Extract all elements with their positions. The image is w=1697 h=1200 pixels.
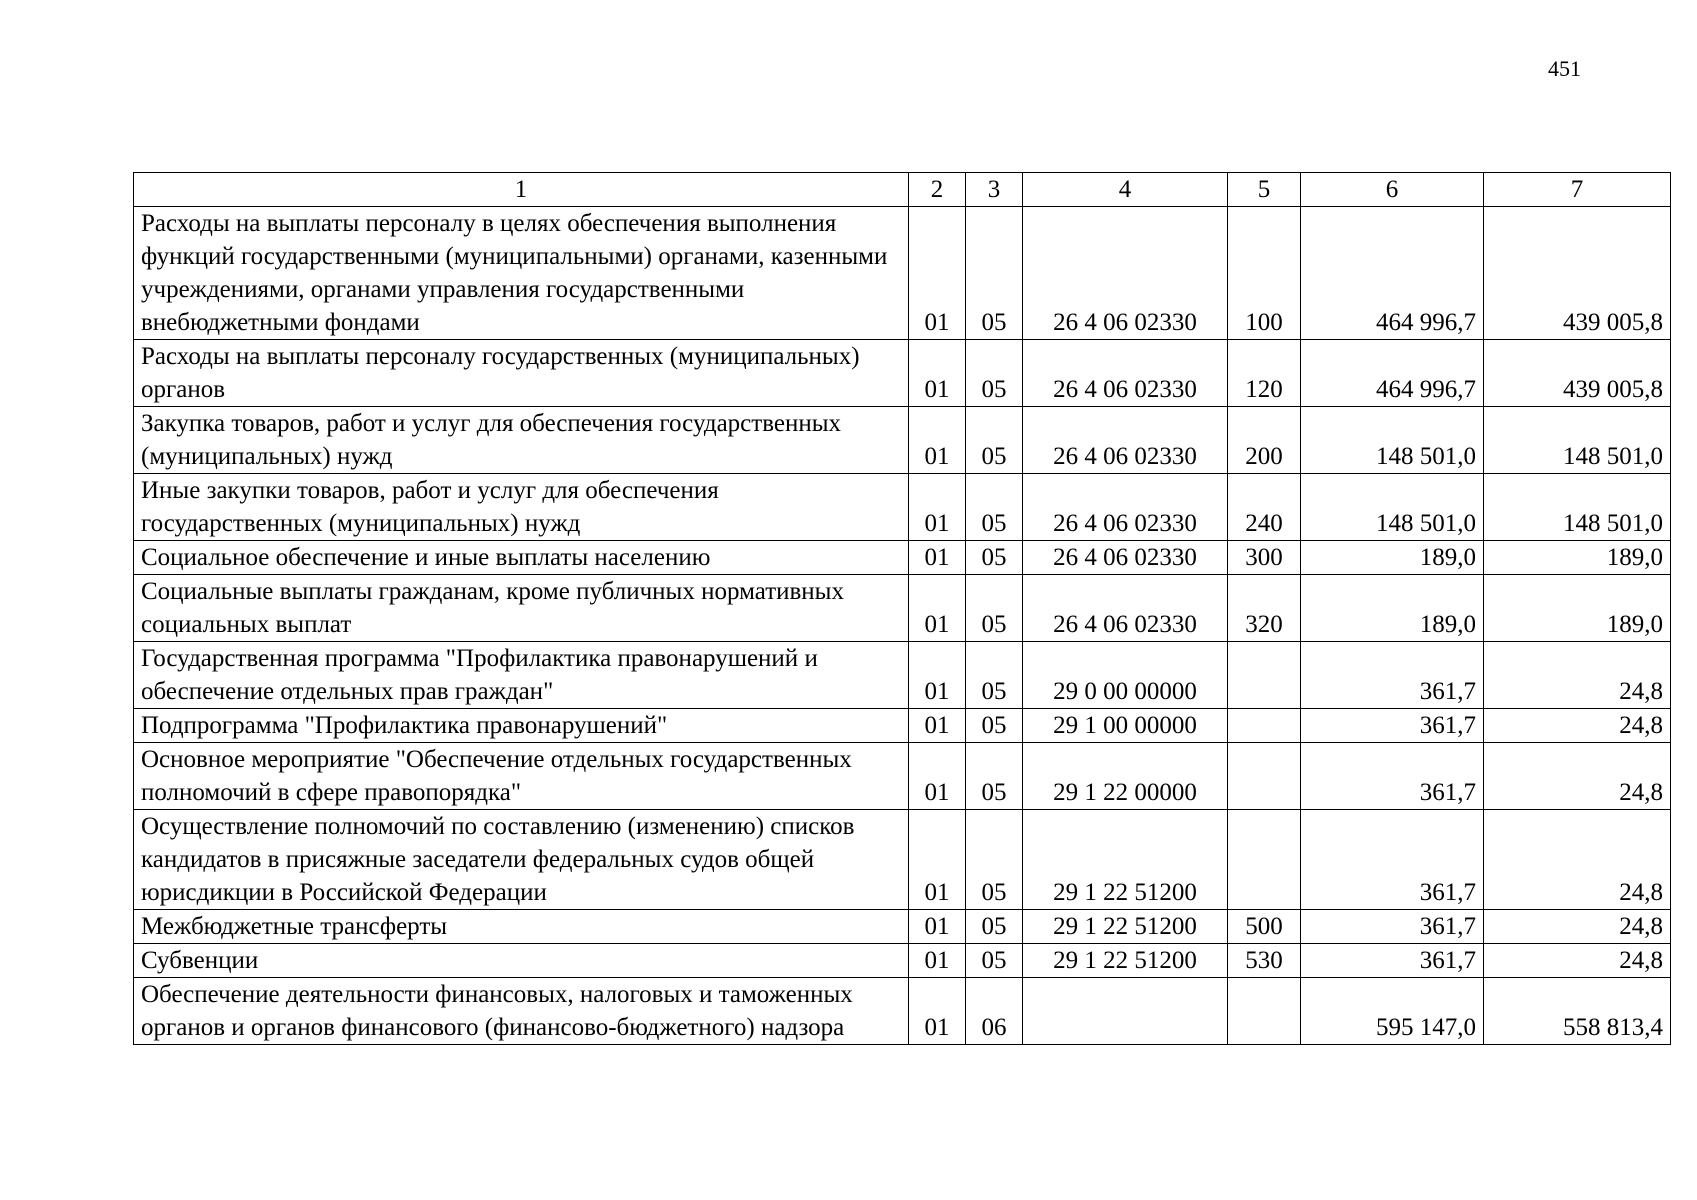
- table-row: [134, 207, 1671, 340]
- amount-col6: 361,7: [1301, 810, 1484, 910]
- table-row: [134, 407, 1671, 474]
- subsection-code: 05: [966, 709, 1023, 743]
- expense-name: Социальные выплаты гражданам, кроме публичных нормативных социальных выплат: [134, 575, 909, 642]
- section-code: 01: [909, 910, 966, 944]
- target-article-code: 29 1 22 00000: [1023, 743, 1228, 810]
- expense-name: Обеспечение деятельности финансовых, налоговых и таможенных органов и органов финансового (финансово-бюджетного) надзора: [134, 978, 909, 1045]
- target-article-code: 26 4 06 02330: [1023, 474, 1228, 541]
- expense-type-code: [1228, 743, 1301, 810]
- subsection-code: 05: [966, 642, 1023, 709]
- section-code: 01: [909, 474, 966, 541]
- expense-type-code: 200: [1228, 407, 1301, 474]
- expense-type-code: 500: [1228, 910, 1301, 944]
- amount-col6: 464 996,7: [1301, 340, 1484, 407]
- table-row: [134, 944, 1671, 978]
- target-article-code: 26 4 06 02330: [1023, 407, 1228, 474]
- table-row: [134, 910, 1671, 944]
- target-article-code: 26 4 06 02330: [1023, 541, 1228, 575]
- column-header-1: 1: [134, 173, 909, 207]
- amount-col6: 595 147,0: [1301, 978, 1484, 1045]
- expense-type-code: 100: [1228, 207, 1301, 340]
- subsection-code: 05: [966, 407, 1023, 474]
- expense-type-code: [1228, 810, 1301, 910]
- target-article-code: 29 0 00 00000: [1023, 642, 1228, 709]
- amount-col6: 189,0: [1301, 575, 1484, 642]
- expense-name: Подпрограмма "Профилактика правонарушений": [134, 709, 909, 743]
- header-row: [134, 173, 1671, 207]
- amount-col7: 24,8: [1484, 810, 1671, 910]
- budget-table: [133, 172, 1671, 1045]
- subsection-code: 06: [966, 978, 1023, 1045]
- expense-name: Расходы на выплаты персоналу в целях обеспечения выполнения функций государственными (муниципальными) органами, казенными учреждениями, органами управления государственными внебюджетными фондами: [134, 207, 909, 340]
- subsection-code: 05: [966, 910, 1023, 944]
- section-code: 01: [909, 207, 966, 340]
- table-row: [134, 709, 1671, 743]
- section-code: 01: [909, 642, 966, 709]
- section-code: 01: [909, 978, 966, 1045]
- expense-name: Государственная программа "Профилактика правонарушений и обеспечение отдельных прав граждан": [134, 642, 909, 709]
- column-header-6: 6: [1301, 173, 1484, 207]
- amount-col7: 24,8: [1484, 910, 1671, 944]
- amount-col7: 148 501,0: [1484, 474, 1671, 541]
- column-header-5: 5: [1228, 173, 1301, 207]
- subsection-code: 05: [966, 810, 1023, 910]
- amount-col6: 361,7: [1301, 910, 1484, 944]
- expense-type-code: 120: [1228, 340, 1301, 407]
- target-article-code: [1023, 978, 1228, 1045]
- section-code: 01: [909, 340, 966, 407]
- amount-col7: 439 005,8: [1484, 207, 1671, 340]
- expense-type-code: 240: [1228, 474, 1301, 541]
- table-row: [134, 340, 1671, 407]
- subsection-code: 05: [966, 743, 1023, 810]
- amount-col6: 148 501,0: [1301, 407, 1484, 474]
- subsection-code: 05: [966, 207, 1023, 340]
- table-row: [134, 743, 1671, 810]
- amount-col7: 439 005,8: [1484, 340, 1671, 407]
- expense-name: Осуществление полномочий по составлению (изменению) списков кандидатов в присяжные заседатели федеральных судов общей юрисдикции в Российской Федерации: [134, 810, 909, 910]
- amount-col6: 148 501,0: [1301, 474, 1484, 541]
- section-code: 01: [909, 810, 966, 910]
- target-article-code: 26 4 06 02330: [1023, 575, 1228, 642]
- column-header-3: 3: [966, 173, 1023, 207]
- expense-name: Межбюджетные трансферты: [134, 910, 909, 944]
- table-row: [134, 575, 1671, 642]
- table-row: [134, 642, 1671, 709]
- expense-type-code: 300: [1228, 541, 1301, 575]
- expense-name: Закупка товаров, работ и услуг для обеспечения государственных (муниципальных) нужд: [134, 407, 909, 474]
- target-article-code: 29 1 22 51200: [1023, 810, 1228, 910]
- target-article-code: 29 1 00 00000: [1023, 709, 1228, 743]
- amount-col7: 24,8: [1484, 642, 1671, 709]
- section-code: 01: [909, 743, 966, 810]
- amount-col6: 189,0: [1301, 541, 1484, 575]
- expense-type-code: [1228, 978, 1301, 1045]
- column-header-4: 4: [1023, 173, 1228, 207]
- section-code: 01: [909, 709, 966, 743]
- section-code: 01: [909, 575, 966, 642]
- expense-type-code: 320: [1228, 575, 1301, 642]
- target-article-code: 29 1 22 51200: [1023, 944, 1228, 978]
- amount-col7: 148 501,0: [1484, 407, 1671, 474]
- amount-col7: 189,0: [1484, 575, 1671, 642]
- subsection-code: 05: [966, 340, 1023, 407]
- table-row: [134, 474, 1671, 541]
- amount-col6: 361,7: [1301, 743, 1484, 810]
- expense-name: Расходы на выплаты персоналу государственных (муниципальных) органов: [134, 340, 909, 407]
- table-row: [134, 978, 1671, 1045]
- amount-col6: 361,7: [1301, 944, 1484, 978]
- page-number: 451: [1548, 56, 1581, 81]
- section-code: 01: [909, 541, 966, 575]
- expense-name: Социальное обеспечение и иные выплаты населению: [134, 541, 909, 575]
- target-article-code: 26 4 06 02330: [1023, 340, 1228, 407]
- target-article-code: 29 1 22 51200: [1023, 910, 1228, 944]
- amount-col6: 361,7: [1301, 642, 1484, 709]
- amount-col7: 189,0: [1484, 541, 1671, 575]
- table-row: [134, 541, 1671, 575]
- section-code: 01: [909, 407, 966, 474]
- target-article-code: 26 4 06 02330: [1023, 207, 1228, 340]
- subsection-code: 05: [966, 575, 1023, 642]
- amount-col7: 24,8: [1484, 944, 1671, 978]
- expense-type-code: [1228, 709, 1301, 743]
- subsection-code: 05: [966, 474, 1023, 541]
- expense-type-code: [1228, 642, 1301, 709]
- amount-col6: 464 996,7: [1301, 207, 1484, 340]
- section-code: 01: [909, 944, 966, 978]
- column-header-7: 7: [1484, 173, 1671, 207]
- table-row: [134, 810, 1671, 910]
- subsection-code: 05: [966, 944, 1023, 978]
- amount-col7: 24,8: [1484, 743, 1671, 810]
- subsection-code: 05: [966, 541, 1023, 575]
- amount-col6: 361,7: [1301, 709, 1484, 743]
- amount-col7: 24,8: [1484, 709, 1671, 743]
- column-header-2: 2: [909, 173, 966, 207]
- expense-name: Субвенции: [134, 944, 909, 978]
- expense-name: Иные закупки товаров, работ и услуг для обеспечения государственных (муниципальных) нужд: [134, 474, 909, 541]
- amount-col7: 558 813,4: [1484, 978, 1671, 1045]
- expense-name: Основное мероприятие "Обеспечение отдельных государственных полномочий в сфере правопорядка": [134, 743, 909, 810]
- expense-type-code: 530: [1228, 944, 1301, 978]
